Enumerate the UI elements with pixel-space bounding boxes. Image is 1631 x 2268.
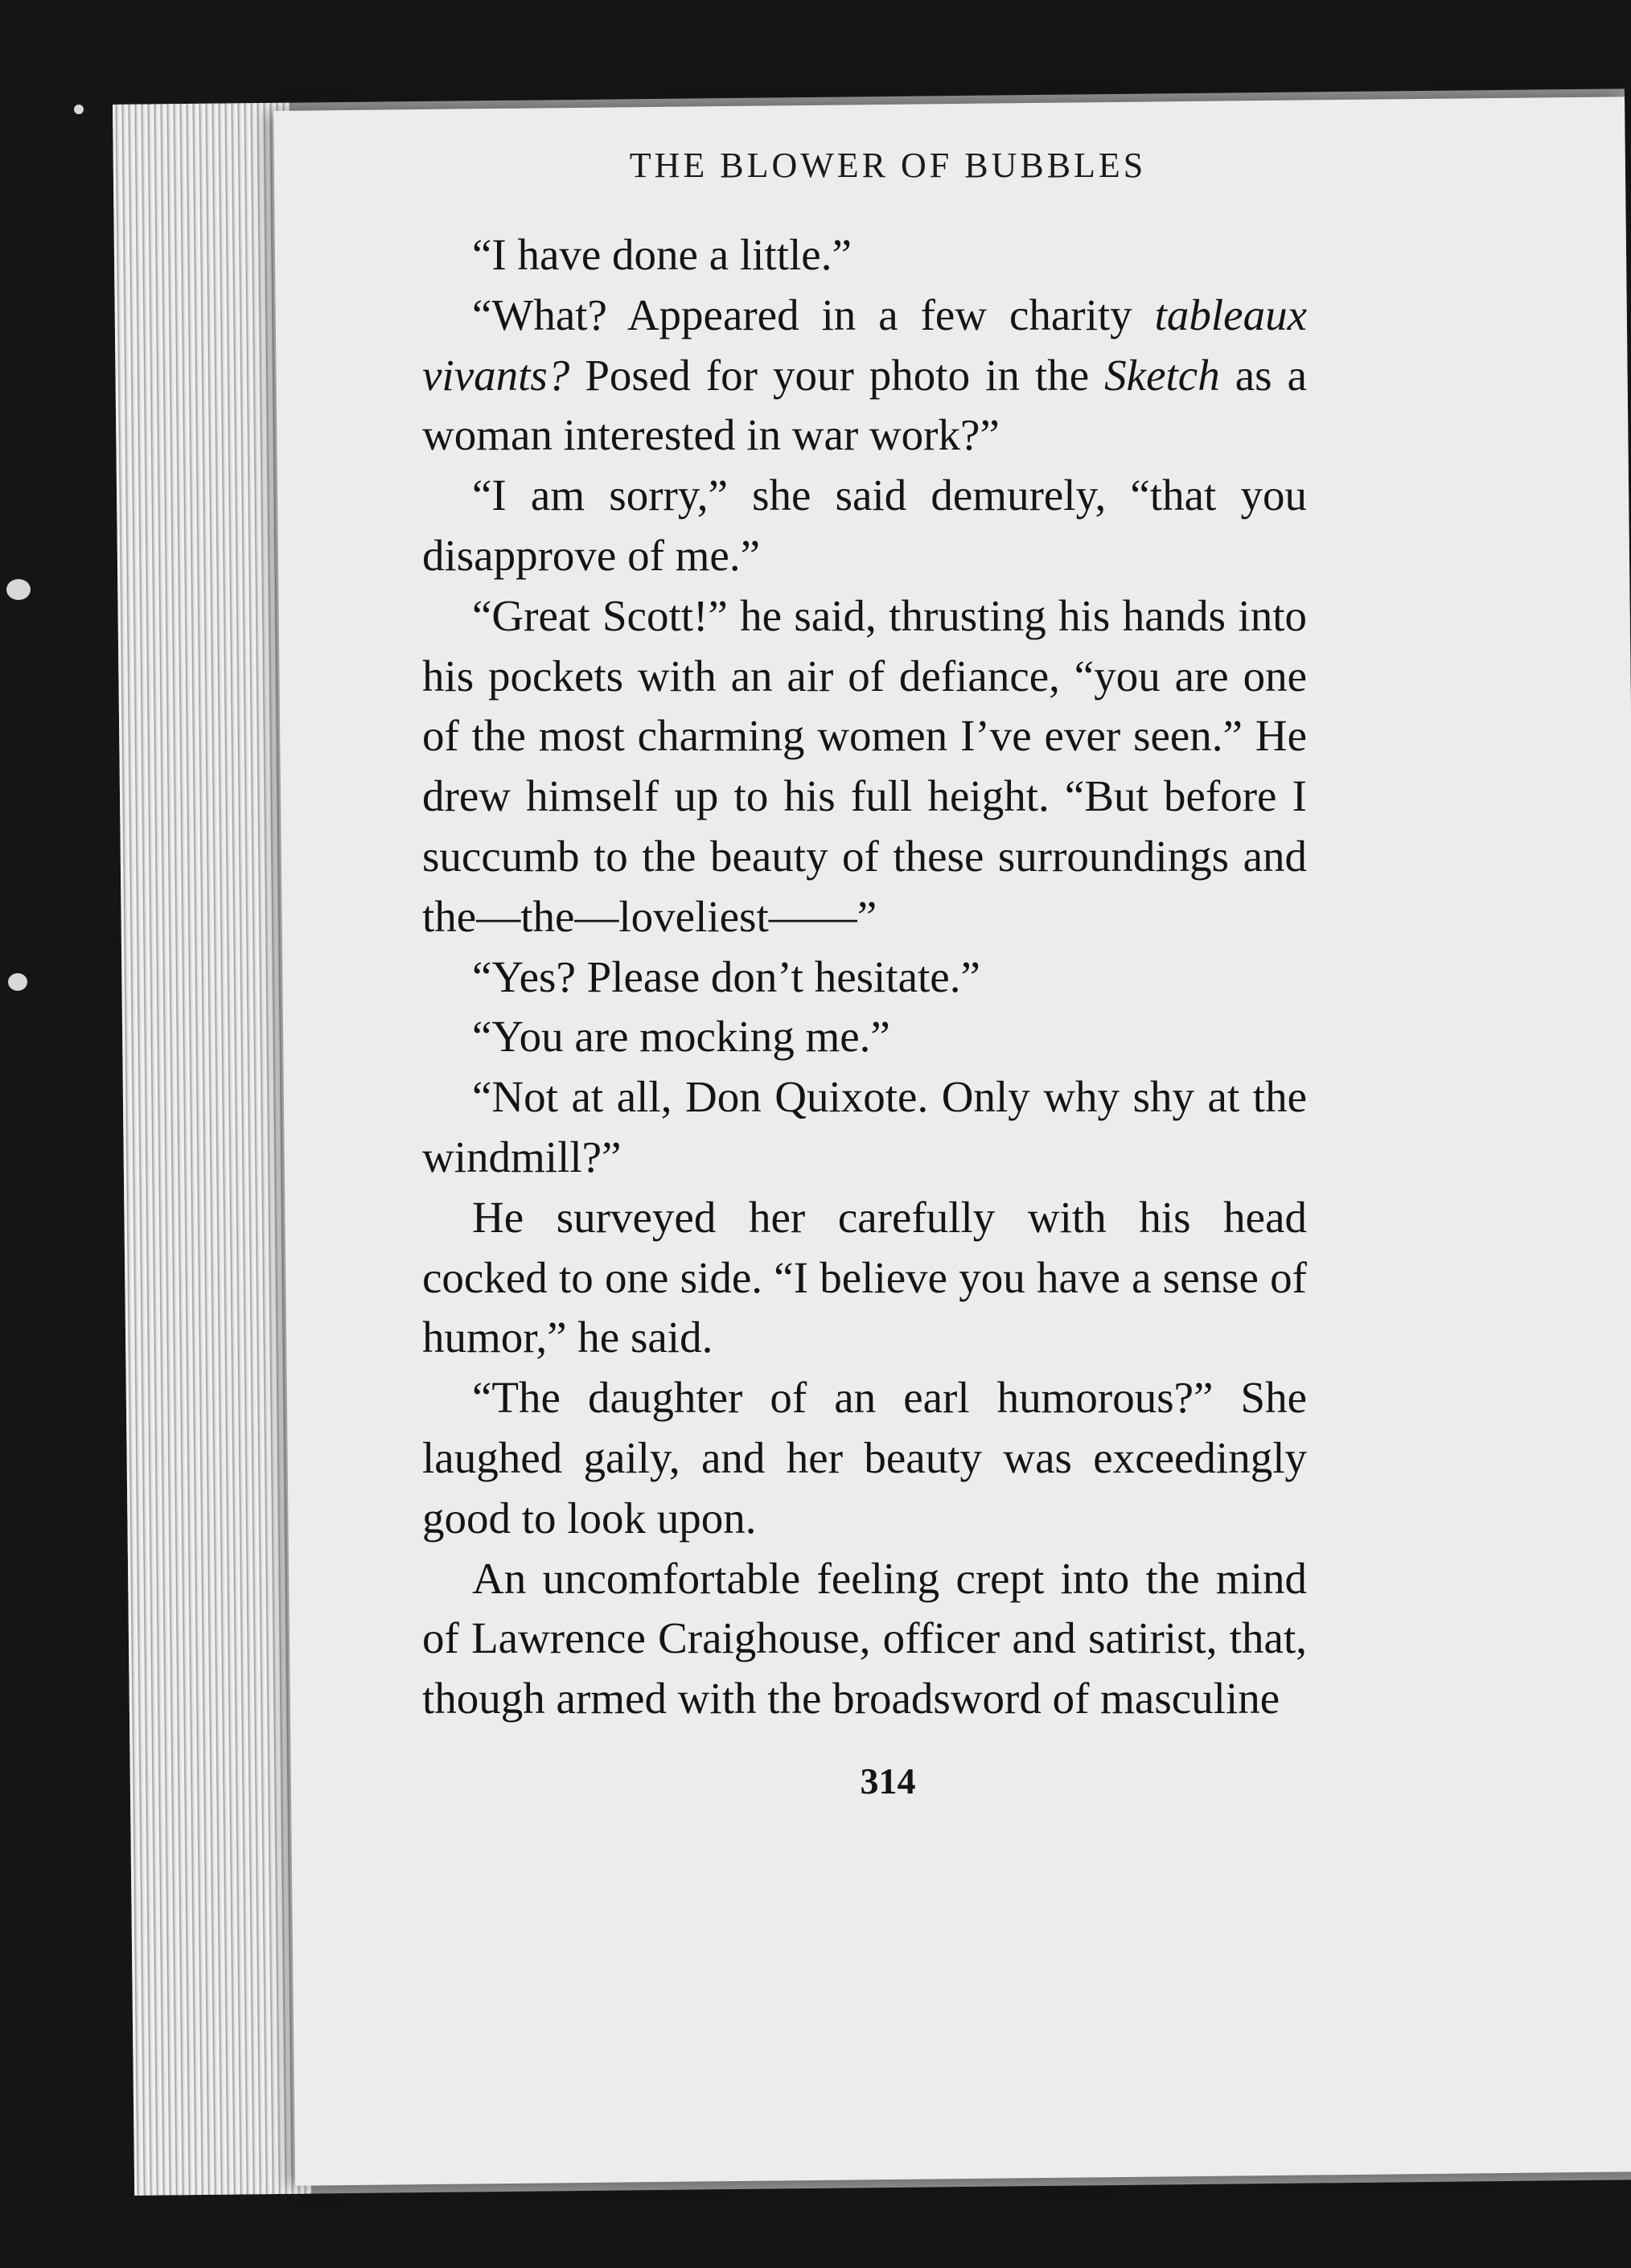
paragraph: “The daughter of an earl humorous?” She laughed gaily, and her beauty was exceedingly good to look upon. xyxy=(422,1373,1307,1543)
running-head: THE BLOWER OF BUBBLES xyxy=(629,146,1147,185)
page-body xyxy=(422,225,1307,1729)
paragraph: “You are mocking me.” xyxy=(472,1012,890,1062)
dust-speck xyxy=(8,973,27,991)
paragraph: He surveyed her carefully with his head cocked to one side. “I believe you have a sense of humor,” he said. xyxy=(422,1192,1307,1362)
paragraph: “Not at all, Don Quixote. Only why shy at the windmill?” xyxy=(422,1072,1307,1181)
paragraph: “What? Appeared in a few charity tableaux vivants? Posed for your photo in the Sketch as a woman interested in war work?” xyxy=(422,290,1307,460)
paragraph: “I am sorry,” she said demurely, “that you disapprove of me.” xyxy=(422,470,1307,580)
italic-title: Sketch xyxy=(1104,350,1220,400)
dust-speck xyxy=(74,105,84,114)
paragraph: “Great Scott!” he said, thrusting his hands into his pockets with an air of defiance, “you are one of the most charming women I’ve ever seen.” He drew himself up to his full height. “But before I succumb to the beauty of these surroundings and the—the—loveliest——” xyxy=(422,590,1307,941)
paragraph: An uncomfortable feeling crept into the mind of Lawrence Craighouse, officer and satirist, that, though armed with the broadsword of masculine xyxy=(422,1553,1307,1724)
paragraph: “I have done a little.” xyxy=(472,230,852,279)
paragraph: “Yes? Please don’t hesitate.” xyxy=(472,951,980,1001)
page-number: 314 xyxy=(860,1761,916,1802)
italic-phrase: tableaux vivants? xyxy=(422,290,1307,400)
dust-speck xyxy=(6,579,31,600)
